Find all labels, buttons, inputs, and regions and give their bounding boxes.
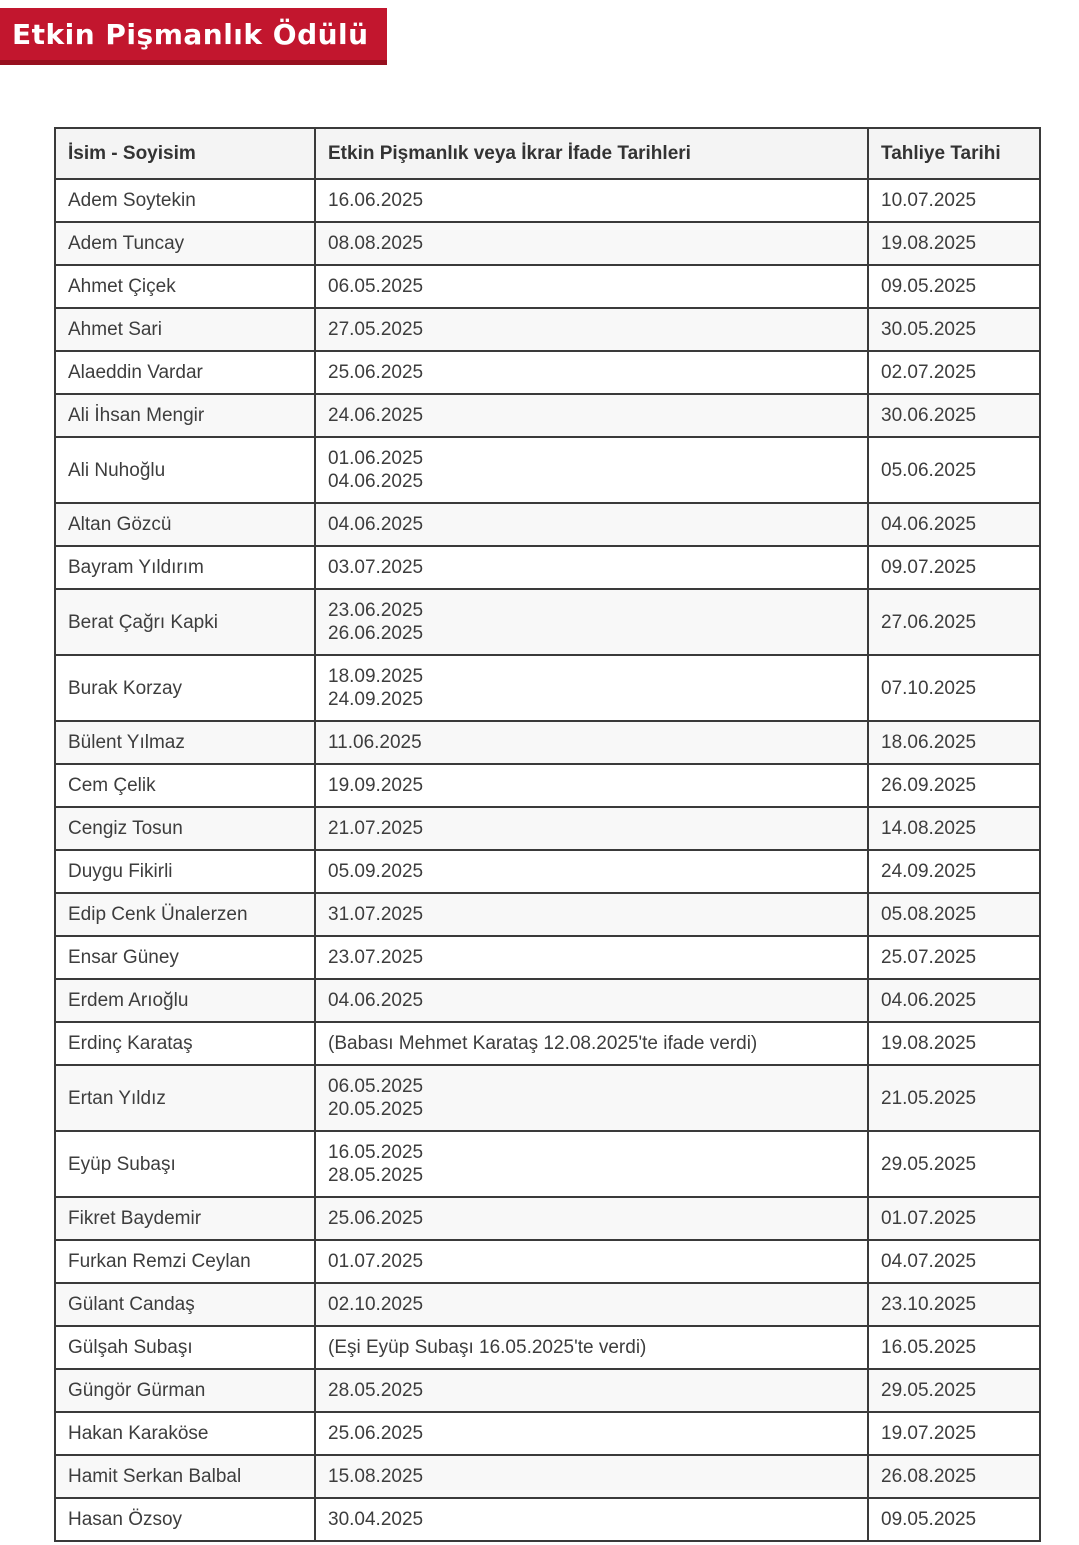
column-header-statement-dates: Etkin Pişmanlık veya İkrar İfade Tarihleri [315, 128, 868, 179]
cell-name: Adem Soytekin [55, 179, 315, 222]
statement-date-line: 16.05.2025 [328, 1142, 424, 1163]
cell-statement-dates [315, 936, 868, 979]
table-row [55, 1240, 1040, 1283]
cell-name: Hakan Karaköse [55, 1412, 315, 1455]
cell-release-date: 25.07.2025 [868, 936, 1040, 979]
cell-name: Ertan Yıldız [55, 1065, 315, 1131]
column-header-name: İsim - Soyisim [55, 128, 315, 179]
statement-date-line: 05.09.2025 [328, 861, 424, 882]
statement-date-line: 02.10.2025 [328, 1294, 424, 1315]
statement-date-line: 18.09.2025 [328, 666, 424, 687]
table-row [55, 721, 1040, 764]
cell-name: Furkan Remzi Ceylan [55, 1240, 315, 1283]
cell-statement-dates [315, 655, 868, 721]
cell-statement-dates [315, 807, 868, 850]
cell-name: Erdinç Karataş [55, 1022, 315, 1065]
table-row [55, 308, 1040, 351]
cell-release-date: 19.08.2025 [868, 222, 1040, 265]
cell-statement-dates [315, 308, 868, 351]
statement-date-line: 23.06.2025 [328, 600, 424, 621]
cell-statement-dates [315, 1455, 868, 1498]
table-row [55, 222, 1040, 265]
statement-date-line: 11.06.2025 [328, 732, 422, 753]
cell-statement-dates [315, 721, 868, 764]
cell-name: Cem Çelik [55, 764, 315, 807]
cell-name: Edip Cenk Ünalerzen [55, 893, 315, 936]
statement-date-line: 30.04.2025 [328, 1509, 424, 1530]
cell-statement-dates [315, 1065, 868, 1131]
cell-name: Ahmet Sari [55, 308, 315, 351]
cell-statement-dates [315, 893, 868, 936]
table-row [55, 764, 1040, 807]
cell-release-date: 07.10.2025 [868, 655, 1040, 721]
statement-date-line: 23.07.2025 [328, 947, 424, 968]
cell-name: Hasan Özsoy [55, 1498, 315, 1541]
table-row [55, 655, 1040, 721]
table-row [55, 1498, 1040, 1541]
cell-statement-dates [315, 1412, 868, 1455]
statement-date-line: 19.09.2025 [328, 775, 424, 796]
statement-date-line: 27.05.2025 [328, 319, 424, 340]
cell-statement-dates [315, 437, 868, 503]
statement-date-line: 06.05.2025 [328, 276, 424, 297]
cell-release-date: 21.05.2025 [868, 1065, 1040, 1131]
cell-release-date: 04.06.2025 [868, 979, 1040, 1022]
table-row [55, 265, 1040, 308]
cell-release-date: 18.06.2025 [868, 721, 1040, 764]
statement-date-line: 25.06.2025 [328, 1208, 424, 1229]
cell-statement-dates [315, 1326, 868, 1369]
cell-release-date: 24.09.2025 [868, 850, 1040, 893]
cell-name: Duygu Fikirli [55, 850, 315, 893]
table-row [55, 179, 1040, 222]
statement-date-line: 04.06.2025 [328, 990, 424, 1011]
cell-statement-dates [315, 265, 868, 308]
statement-date-line: 06.05.2025 [328, 1076, 424, 1097]
cell-statement-dates [315, 764, 868, 807]
cell-name: Gülant Candaş [55, 1283, 315, 1326]
statement-date-line: 04.06.2025 [328, 471, 424, 492]
cell-name: Ahmet Çiçek [55, 265, 315, 308]
statement-date-line: 15.08.2025 [328, 1466, 424, 1487]
statement-date-line: 21.07.2025 [328, 818, 424, 839]
table-row [55, 1455, 1040, 1498]
cell-name: Adem Tuncay [55, 222, 315, 265]
statement-date-line: 24.09.2025 [328, 689, 424, 710]
cell-name: Altan Gözcü [55, 503, 315, 546]
cell-release-date: 30.06.2025 [868, 394, 1040, 437]
cell-name: Ali Nuhoğlu [55, 437, 315, 503]
cell-release-date: 09.05.2025 [868, 1498, 1040, 1541]
cell-release-date: 30.05.2025 [868, 308, 1040, 351]
statement-date-line: 26.06.2025 [328, 623, 424, 644]
cell-release-date: 10.07.2025 [868, 179, 1040, 222]
table-header-row [55, 128, 1040, 179]
statement-date-line: 04.06.2025 [328, 514, 424, 535]
cell-release-date: 16.05.2025 [868, 1326, 1040, 1369]
table-row [55, 351, 1040, 394]
table-row [55, 807, 1040, 850]
page-title: Etkin Pişmanlık Ödülü [12, 18, 369, 51]
column-header-release-date: Tahliye Tarihi [868, 128, 1040, 179]
cell-statement-dates [315, 351, 868, 394]
cell-statement-dates [315, 394, 868, 437]
cell-statement-dates [315, 546, 868, 589]
cell-release-date: 14.08.2025 [868, 807, 1040, 850]
statement-date-line: 08.08.2025 [328, 233, 424, 254]
table-row [55, 546, 1040, 589]
statement-date-line: 25.06.2025 [328, 1423, 424, 1444]
table-row [55, 850, 1040, 893]
cell-name: Alaeddin Vardar [55, 351, 315, 394]
statement-date-line: 31.07.2025 [328, 904, 424, 925]
cell-name: Cengiz Tosun [55, 807, 315, 850]
cell-release-date: 23.10.2025 [868, 1283, 1040, 1326]
table-row [55, 1131, 1040, 1197]
cell-release-date: 05.08.2025 [868, 893, 1040, 936]
table-row [55, 1065, 1040, 1131]
cell-statement-dates [315, 1131, 868, 1197]
table-row [55, 394, 1040, 437]
statement-date-line: 25.06.2025 [328, 362, 424, 383]
cell-name: Güngör Gürman [55, 1369, 315, 1412]
cell-name: Burak Korzay [55, 655, 315, 721]
statement-date-line: 01.07.2025 [328, 1251, 424, 1272]
cell-statement-dates [315, 1240, 868, 1283]
cell-release-date: 26.08.2025 [868, 1455, 1040, 1498]
table-row [55, 589, 1040, 655]
table-row [55, 1197, 1040, 1240]
cell-name: Ensar Güney [55, 936, 315, 979]
cell-release-date: 09.05.2025 [868, 265, 1040, 308]
cell-statement-dates [315, 979, 868, 1022]
cell-release-date: 09.07.2025 [868, 546, 1040, 589]
statement-date-line: 28.05.2025 [328, 1380, 424, 1401]
table-row [55, 1412, 1040, 1455]
cell-release-date: 26.09.2025 [868, 764, 1040, 807]
cell-statement-dates [315, 1283, 868, 1326]
cell-release-date: 01.07.2025 [868, 1197, 1040, 1240]
cell-statement-dates [315, 503, 868, 546]
cell-statement-dates [315, 850, 868, 893]
cell-release-date: 19.07.2025 [868, 1412, 1040, 1455]
table-row [55, 1283, 1040, 1326]
table-row [55, 437, 1040, 503]
table-row [55, 503, 1040, 546]
table-row [55, 936, 1040, 979]
table-row [55, 1022, 1040, 1065]
cell-name: Berat Çağrı Kapki [55, 589, 315, 655]
cell-statement-dates [315, 1369, 868, 1412]
remorse-award-table [54, 127, 1041, 1542]
cell-release-date: 29.05.2025 [868, 1369, 1040, 1412]
table-row [55, 1369, 1040, 1412]
cell-statement-dates [315, 589, 868, 655]
cell-release-date: 04.06.2025 [868, 503, 1040, 546]
statement-date-line: 16.06.2025 [328, 190, 424, 211]
cell-name: Bülent Yılmaz [55, 721, 315, 764]
statement-date-line: (Babası Mehmet Karataş 12.08.2025'te ifade verdi) [328, 1033, 758, 1054]
statement-date-line: 24.06.2025 [328, 405, 424, 426]
cell-statement-dates [315, 179, 868, 222]
cell-release-date: 19.08.2025 [868, 1022, 1040, 1065]
cell-name: Hamit Serkan Balbal [55, 1455, 315, 1498]
cell-release-date: 02.07.2025 [868, 351, 1040, 394]
cell-release-date: 04.07.2025 [868, 1240, 1040, 1283]
cell-name: Fikret Baydemir [55, 1197, 315, 1240]
cell-name: Gülşah Subaşı [55, 1326, 315, 1369]
cell-statement-dates [315, 1197, 868, 1240]
table-row [55, 979, 1040, 1022]
cell-name: Eyüp Subaşı [55, 1131, 315, 1197]
cell-release-date: 29.05.2025 [868, 1131, 1040, 1197]
table-row [55, 893, 1040, 936]
cell-release-date: 05.06.2025 [868, 437, 1040, 503]
statement-date-line: (Eşi Eyüp Subaşı 16.05.2025'te verdi) [328, 1337, 647, 1358]
statement-date-line: 01.06.2025 [328, 448, 424, 469]
statement-date-line: 20.05.2025 [328, 1099, 424, 1120]
cell-statement-dates [315, 1022, 868, 1065]
statement-date-line: 03.07.2025 [328, 557, 424, 578]
cell-name: Ali İhsan Mengir [55, 394, 315, 437]
table-row [55, 1326, 1040, 1369]
cell-statement-dates [315, 1498, 868, 1541]
cell-release-date: 27.06.2025 [868, 589, 1040, 655]
page-title-banner [0, 8, 387, 65]
cell-name: Bayram Yıldırım [55, 546, 315, 589]
cell-statement-dates [315, 222, 868, 265]
cell-name: Erdem Arıoğlu [55, 979, 315, 1022]
statement-date-line: 28.05.2025 [328, 1165, 424, 1186]
table-body [55, 179, 1040, 1541]
